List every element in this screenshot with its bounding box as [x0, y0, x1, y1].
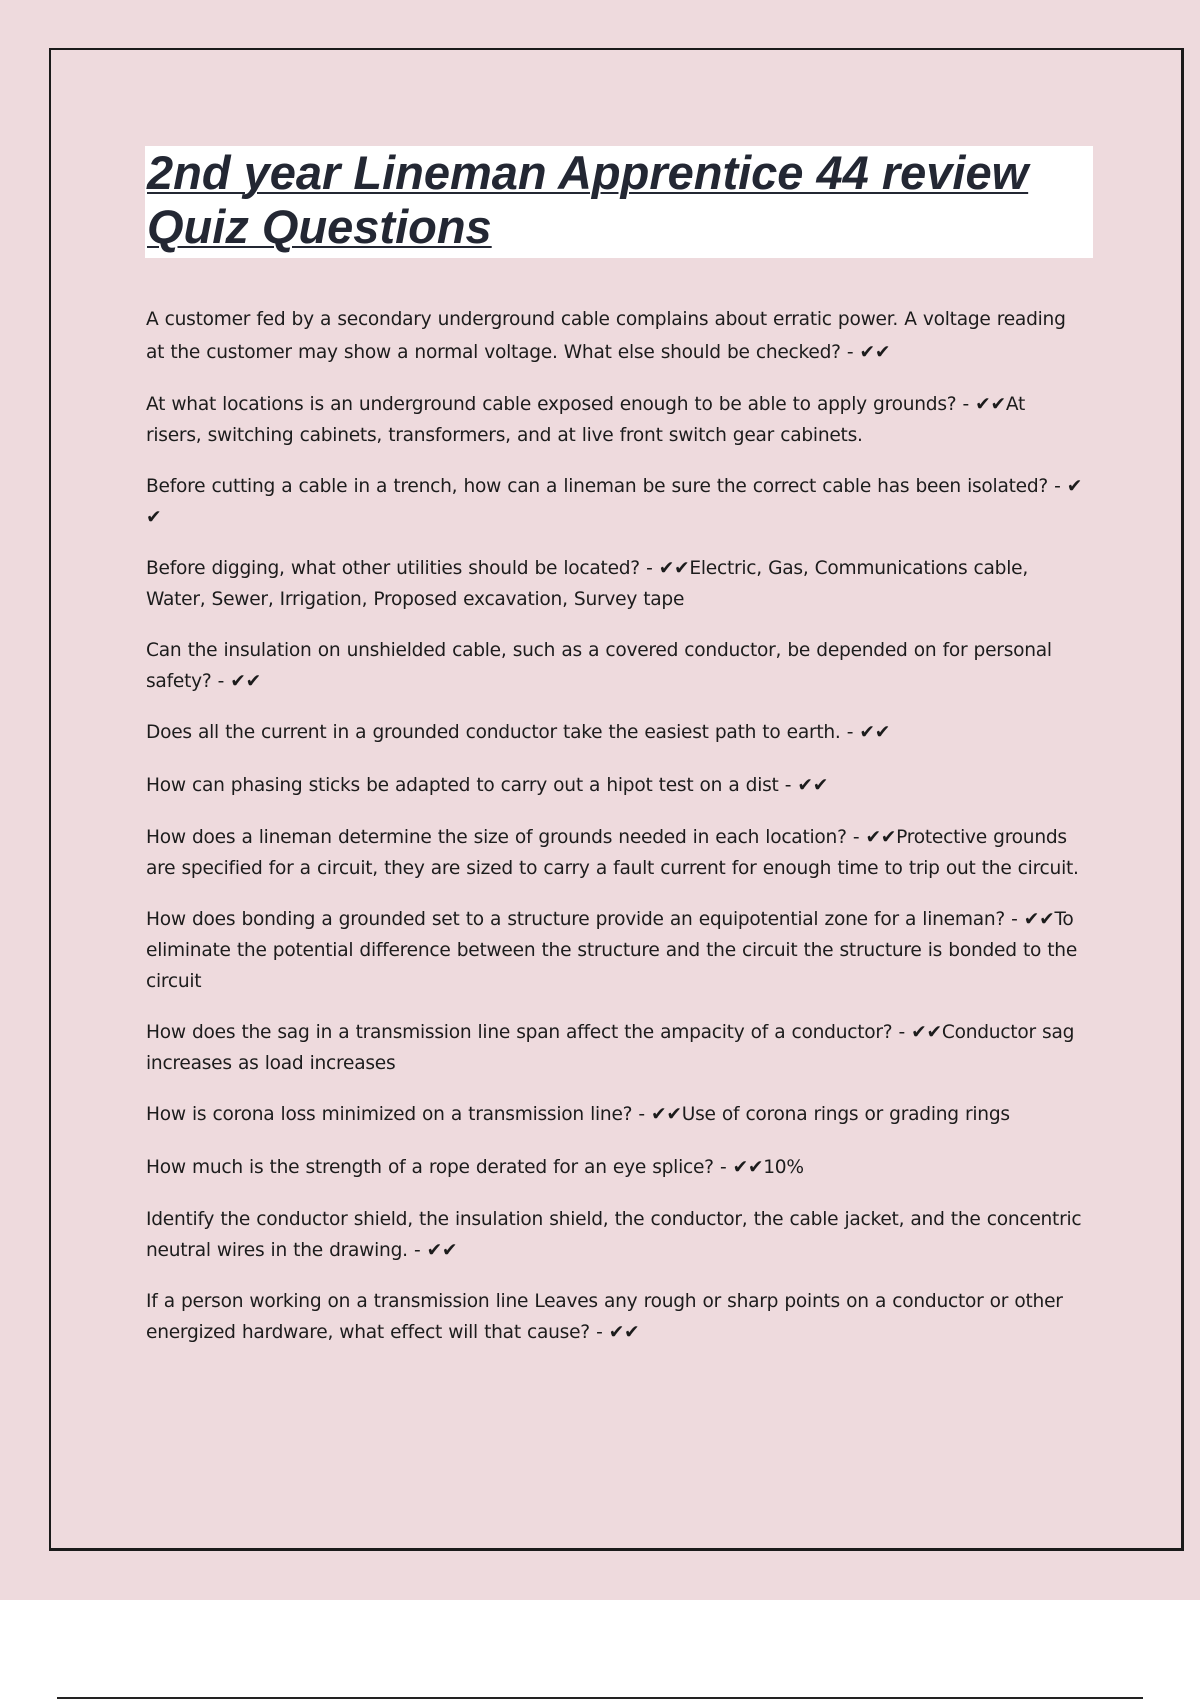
footer-divider	[57, 1697, 1143, 1699]
question-item: How much is the strength of a rope derated for an eye splice? - ✔✔10%	[146, 1156, 804, 1178]
question-list	[146, 304, 1086, 1368]
question-item: How can phasing sticks be adapted to carry out a hipot test on a dist - ✔✔	[146, 774, 829, 796]
question-item: If a person working on a transmission line Leaves any rough or sharp points on a conductor or other energized hardware, what effect will that cause? - ✔✔	[146, 1291, 1063, 1343]
document-title: 2nd year Lineman Apprentice 44 review Quiz Questions	[147, 146, 1029, 253]
question-item: At what locations is an underground cable exposed enough to be able to apply grounds? - ✔✔At risers, switching cabinets, transformers, and at live front switch gear cabinets.	[146, 394, 1025, 446]
question-item: How does bonding a grounded set to a structure provide an equipotential zone for a lineman? - ✔✔To eliminate the potential difference between the structure and the circuit the structure is bonded to the circuit	[146, 909, 1078, 992]
question-item: Before digging, what other utilities should be located? - ✔✔Electric, Gas, Communications cable, Water, Sewer, Irrigation, Proposed excavation, Survey tape	[146, 558, 1028, 610]
question-item: Identify the conductor shield, the insulation shield, the conductor, the cable jacket, and the concentric neutral wires in the drawing. - ✔✔	[146, 1209, 1082, 1261]
question-item: Does all the current in a grounded conductor take the easiest path to earth. - ✔✔	[146, 722, 891, 743]
question-item: Before cutting a cable in a trench, how can a lineman be sure the correct cable has been isolated? - ✔ ✔	[146, 476, 1083, 528]
title-box	[145, 146, 1093, 258]
question-item: How is corona loss minimized on a transmission line? - ✔✔Use of corona rings or grading rings	[146, 1104, 1010, 1125]
question-item: How does the sag in a transmission line span affect the ampacity of a conductor? - ✔✔Conductor sag increases as load increases	[146, 1022, 1075, 1074]
question-item: Can the insulation on unshielded cable, such as a covered conductor, be depended on for personal safety? - ✔✔	[146, 640, 1052, 692]
question-item: How does a lineman determine the size of grounds needed in each location? - ✔✔Protective grounds are specified for a circuit, they are sized to carry a fault current for enough time to trip out the circuit.	[146, 827, 1079, 879]
question-item: A customer fed by a secondary underground cable complains about erratic power. A voltage reading at the customer may show a normal voltage. What else should be checked? - ✔✔	[146, 309, 1066, 363]
